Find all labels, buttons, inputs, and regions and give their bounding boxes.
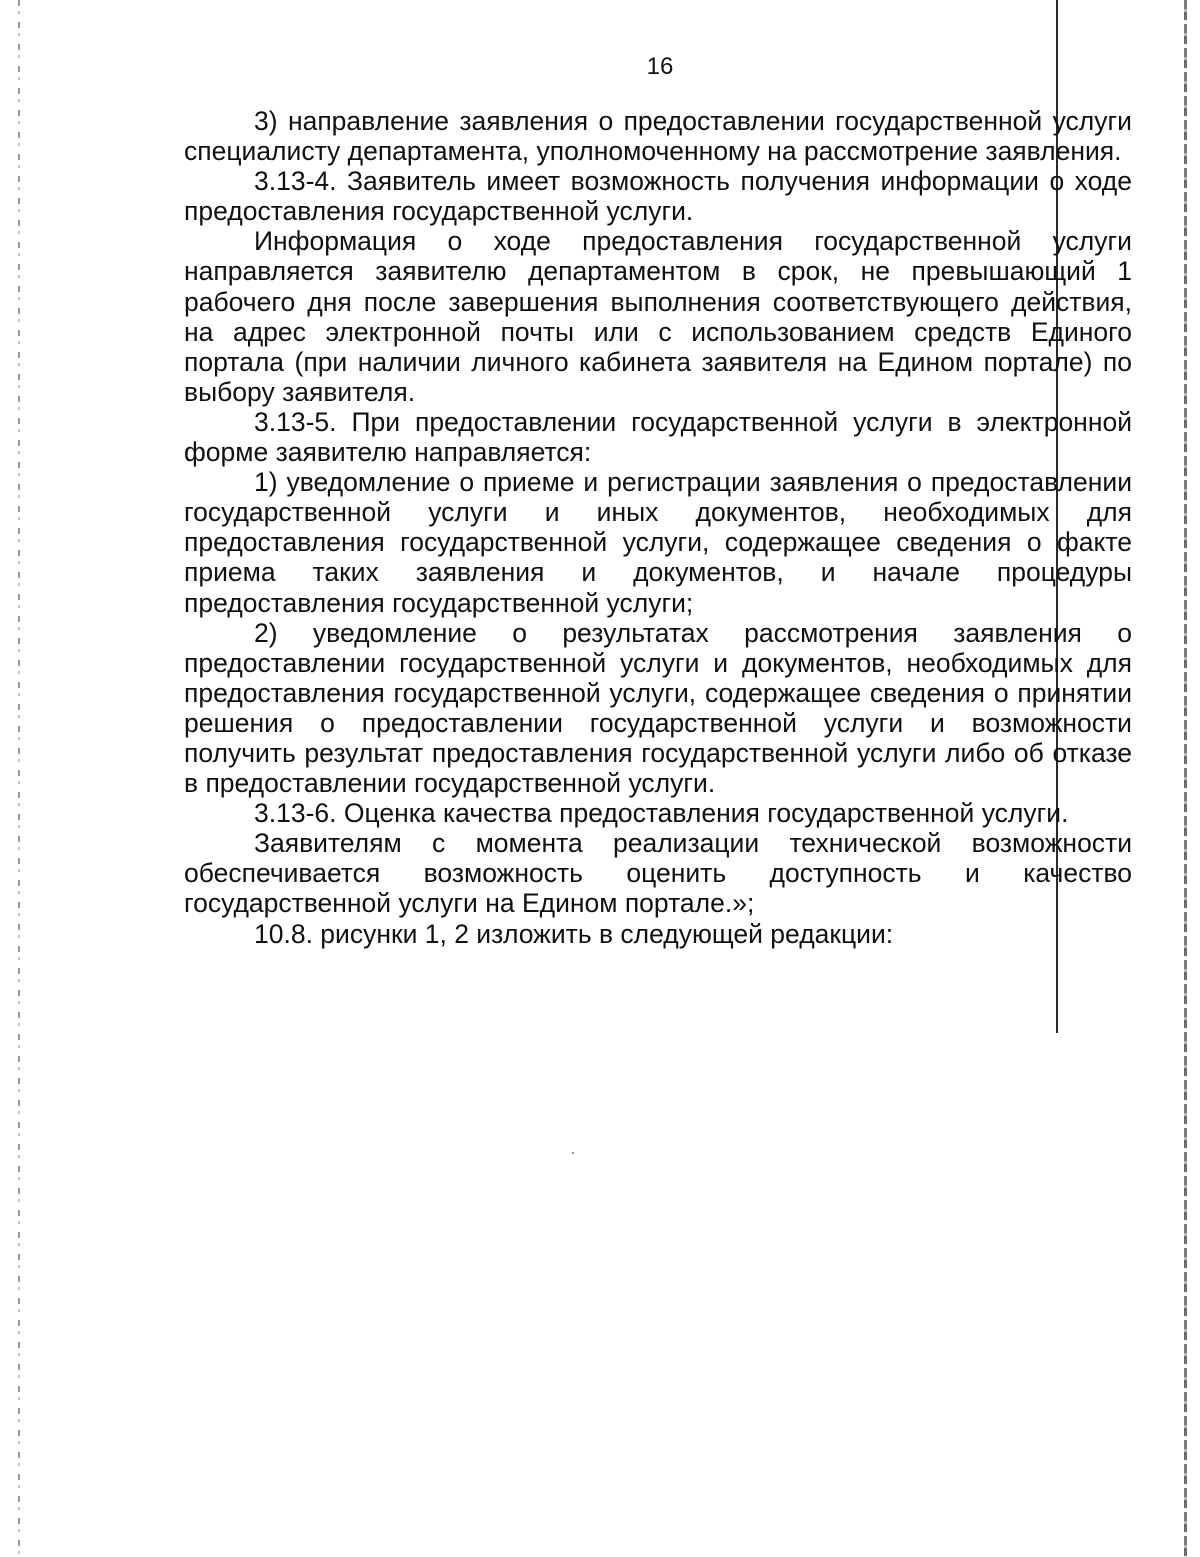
scan-speck: [572, 1152, 574, 1154]
paragraph-10-8: 10.8. рисунки 1, 2 изложить в следующей редакции:: [254, 918, 894, 949]
paragraph-notification-result: 2) уведомление о результатах рассмотрения заявления о предоставлении государственной услуги и документов, необходимых для предоставления государственной услуги, содержащее сведения о принятии решения о предоставлении государственной услуги и возможности получить результат предоставления государственной услуги либо об отказе в предоставлении государственной услуги.: [184, 617, 1132, 799]
document-body: [184, 106, 1132, 949]
page-number: 16: [646, 53, 674, 80]
paragraph-3-13-6: 3.13-6. Оценка качества предоставления государственной услуги.: [254, 798, 1069, 829]
paragraph-quality-assessment: Заявителям с момента реализации технической возможности обеспечивается возможность оценить доступность и качество государственной услуги на Едином портале.»;: [184, 828, 1132, 919]
paragraph-item-3-direction: 3) направление заявления о предоставлении государственной услуги специалисту департамента, уполномоченному на рассмотрение заявления.: [184, 106, 1132, 167]
scan-edge-left: [18, 0, 20, 1557]
paragraph-progress-info: Информация о ходе предоставления государственной услуги направляется заявителю департаментом в срок, не превышающий 1 рабочего дня после завершения выполнения соответствующего действия, на адрес электронной почты или с использованием средств Единого портала (при наличии личного кабинета заявителя на Едином портале) по выбору заявителя.: [184, 226, 1132, 407]
paragraph-3-13-5: 3.13-5. При предоставлении государственной услуги в электронной форме заявителю направляется:: [184, 406, 1132, 468]
paragraph-3-13-4: 3.13-4. Заявитель имеет возможность получения информации о ходе предоставления государственной услуги.: [184, 166, 1132, 227]
paragraph-notification-receipt: 1) уведомление о приеме и регистрации заявления о предоставлении государственной услуги и иных документов, необходимых для предоставления государственной услуги, содержащее сведения о факте приема таких заявления и документов, и начале процедуры предоставления государственной услуги;: [184, 467, 1132, 618]
scan-edge-right: [1184, 0, 1187, 1557]
